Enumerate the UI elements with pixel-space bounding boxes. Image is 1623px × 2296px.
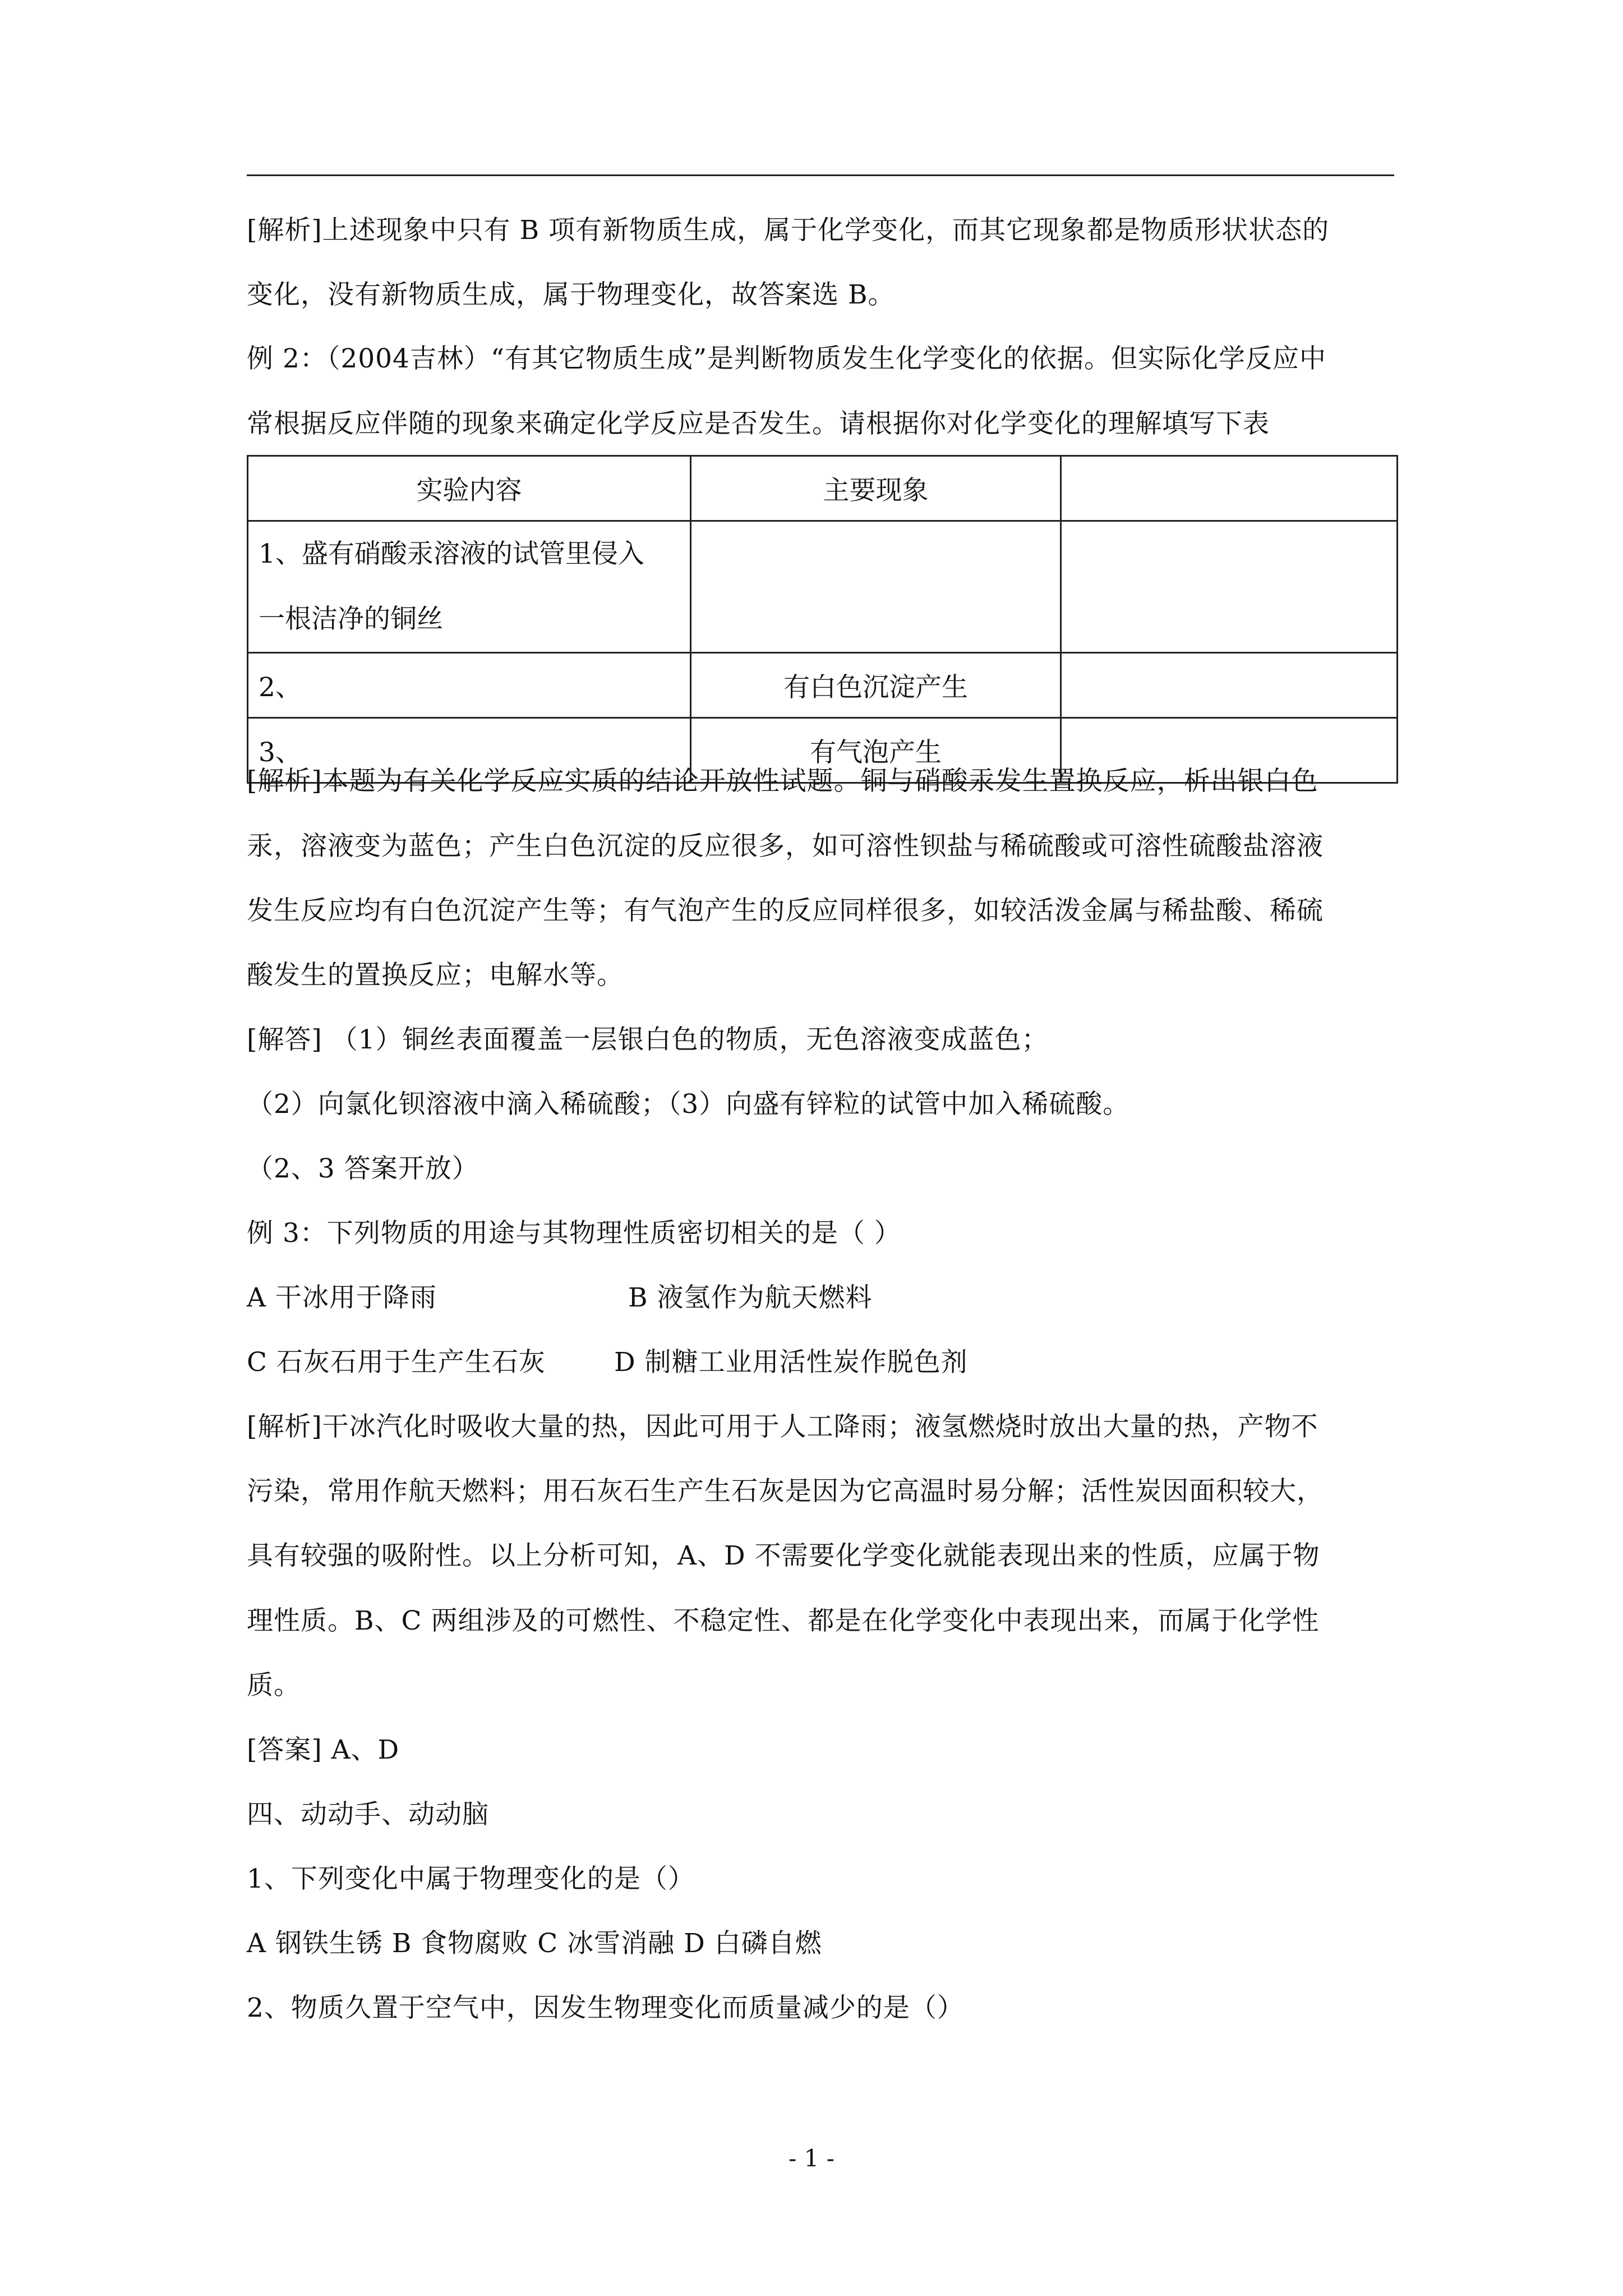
header-rule bbox=[247, 174, 1394, 176]
option-d: D 制糖工业用活性炭作脱色剂 bbox=[614, 1347, 968, 1378]
analysis-2-line-2: 汞，溶液变为蓝色；产生白色沉淀的反应很多，如可溶性钡盐与稀硫酸或可溶性硫酸盐溶液 bbox=[247, 831, 1324, 862]
table-header-cell: 实验内容 bbox=[248, 456, 691, 521]
table-cell bbox=[1061, 521, 1398, 653]
table-cell-line: 一根洁净的铜丝 bbox=[259, 604, 443, 634]
exercise-1-question: 1、下列变化中属于物理变化的是（） bbox=[247, 1864, 695, 1894]
page-number: - 1 - bbox=[789, 2145, 834, 2172]
analysis-3-line-1: [解析]干冰汽化时吸收大量的热，因此可用于人工降雨；液氢燃烧时放出大量的热，产物不 bbox=[247, 1411, 1318, 1442]
analysis-2-line-4: 酸发生的置换反应；电解水等。 bbox=[247, 960, 624, 991]
exercise-1-options: A 钢铁生锈 B 食物腐败 C 冰雪消融 D 白磷自燃 bbox=[247, 1928, 822, 1959]
analysis-1-line-1: [解析]上述现象中只有 B 项有新物质生成，属于化学变化，而其它现象都是物质形状状态的 bbox=[247, 215, 1330, 246]
analysis-3-line-3: 具有较强的吸附性。以上分析可知，A、D 不需要化学变化就能表现出来的性质，应属于物 bbox=[247, 1540, 1320, 1571]
example-2-line-2: 常根据反应伴随的现象来确定化学反应是否发生。请根据你对化学变化的理解填写下表 bbox=[247, 408, 1270, 439]
example-3-options-row-1 bbox=[247, 1281, 872, 1315]
table-cell bbox=[1061, 653, 1398, 718]
table-cell bbox=[248, 521, 691, 653]
section-heading: 四、动动手、动动脑 bbox=[247, 1799, 489, 1830]
analysis-1-line-2: 变化，没有新物质生成，属于物理变化，故答案选 B。 bbox=[247, 279, 895, 310]
option-b: B 液氢作为航天燃料 bbox=[628, 1282, 873, 1313]
example-3-question: 例 3：下列物质的用途与其物理性质密切相关的是（ ） bbox=[247, 1218, 901, 1249]
table-cell: 有白色沉淀产生 bbox=[691, 653, 1061, 718]
answer-line-2: （2）向氯化钡溶液中滴入稀硫酸；（3）向盛有锌粒的试管中加入稀硫酸。 bbox=[247, 1089, 1130, 1120]
table-cell: 3、 bbox=[248, 718, 691, 783]
table-header-row bbox=[248, 456, 1398, 521]
answer-line-1: [解答] （1）铜丝表面覆盖一层银白色的物质，无色溶液变成蓝色； bbox=[247, 1024, 1049, 1055]
option-c: C 石灰石用于生产生石灰 bbox=[247, 1347, 546, 1378]
table-header-cell: 主要现象 bbox=[691, 456, 1061, 521]
exercise-2-question: 2、物质久置于空气中，因发生物理变化而质量减少的是（） bbox=[247, 1993, 964, 2023]
table-header-cell bbox=[1061, 456, 1398, 521]
analysis-2-line-1: [解析]本题为有关化学反应实质的结论开放性试题。铜与硝酸汞发生置换反应，析出银白色 bbox=[247, 766, 1318, 797]
table-cell-line: 1、盛有硝酸汞溶液的试管里侵入 bbox=[259, 539, 644, 569]
analysis-3-line-2: 污染，常用作航天燃料；用石灰石生产生石灰是因为它高温时易分解；活性炭因面积较大， bbox=[247, 1476, 1324, 1507]
analysis-3-line-4: 理性质。B、C 两组涉及的可燃性、不稳定性、都是在化学变化中表现出来，而属于化学性 bbox=[247, 1605, 1320, 1636]
analysis-2-line-3: 发生反应均有白色沉淀产生等；有气泡产生的反应同样很多，如较活泼金属与稀盐酸、稀硫 bbox=[247, 895, 1324, 926]
table-cell: 有气泡产生 bbox=[691, 718, 1061, 783]
table-cell: 2、 bbox=[248, 653, 691, 718]
table-row bbox=[248, 653, 1398, 718]
example-2-line-1: 例 2：（2004吉林）“有其它物质生成”是判断物质发生化学变化的依据。但实际化学反应中 bbox=[247, 343, 1327, 374]
answer-line-3: （2、3 答案开放） bbox=[247, 1153, 479, 1184]
answer-3: [答案] A、D bbox=[247, 1734, 400, 1765]
experiment-table bbox=[247, 455, 1398, 784]
example-3-options-row-2 bbox=[247, 1346, 968, 1379]
analysis-3-line-5: 质。 bbox=[247, 1670, 301, 1701]
table-cell bbox=[691, 521, 1061, 653]
option-a: A 干冰用于降雨 bbox=[247, 1282, 437, 1313]
table-row bbox=[248, 521, 1398, 653]
